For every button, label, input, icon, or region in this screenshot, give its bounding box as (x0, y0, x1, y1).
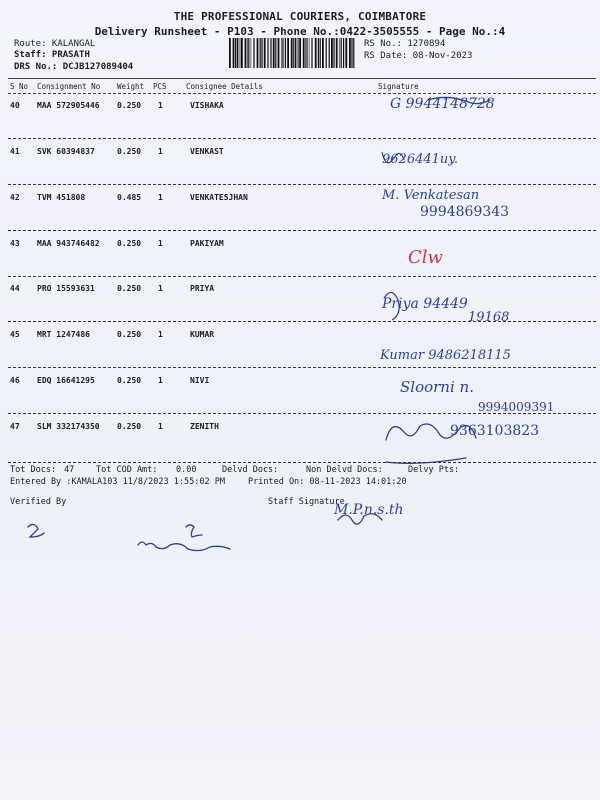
row-consignment-no: EDQ 16641295 (37, 376, 95, 385)
row-sno: 45 (10, 330, 20, 339)
row-sno: 42 (10, 193, 20, 202)
signature-row-47-phone: 9363103823 (450, 423, 540, 439)
row-consignee: PAKIYAM (190, 239, 224, 248)
row-consignee: VENKATESJHAN (190, 193, 248, 202)
route-label: Route: KALANGAL (14, 39, 96, 49)
tot-cod-label: Tot COD Amt: (96, 465, 158, 475)
col-consignee: Consignee Details (186, 82, 263, 91)
row-sno: 47 (10, 422, 20, 431)
row-weight: 0.485 (117, 193, 142, 202)
runsheet-subtitle: Delivery Runsheet - P103 - Phone No.:0422-3505555 - Page No.:4 (94, 25, 506, 38)
signature-row-41: 9626441uy. (382, 152, 459, 167)
signature-row-46-phone: 9994009391 (478, 400, 555, 414)
row-pcs: 1 (158, 330, 163, 339)
delvy-pts-label: Delvy Pts: (408, 465, 460, 475)
row-consignment-no: TVM 451808 (37, 193, 86, 202)
row-consignment-no: MRT 1247486 (37, 330, 90, 339)
entered-by: Entered By :KAMALA103 11/8/2023 1:55:02 PM (10, 477, 225, 487)
row-weight: 0.250 (117, 239, 142, 248)
signature-row-45: Kumar 9486218115 (380, 348, 511, 363)
printed-on: Printed On: 08-11-2023 14:01:20 (248, 477, 407, 487)
row-pcs: 1 (158, 422, 163, 431)
row-pcs: 1 (158, 239, 163, 248)
company-title: THE PROFESSIONAL COURIERS, COIMBATORE (173, 10, 427, 23)
row-sno: 46 (10, 376, 20, 385)
row-consignee: ZENITH (190, 422, 219, 431)
row-sno: 40 (10, 101, 20, 110)
col-consignment: Consignment No (37, 82, 101, 91)
col-signature: Signature (378, 82, 419, 91)
row-pcs: 1 (158, 147, 163, 156)
row-weight: 0.250 (117, 101, 142, 110)
tot-docs-label: Tot Docs: (10, 465, 57, 475)
row-pcs: 1 (158, 376, 163, 385)
row-consignment-no: PRO 15593631 (37, 284, 95, 293)
row-sno: 43 (10, 239, 20, 248)
row-consignee: KUMAR (190, 330, 215, 339)
row-pcs: 1 (158, 284, 163, 293)
staff-signature-label: Staff Signature (268, 497, 345, 507)
row-pcs: 1 (158, 101, 163, 110)
signature-row-46-name: Sloorni n. (400, 378, 474, 396)
row-consignee: PRIYA (190, 284, 215, 293)
rs-number: RS No.: 1270894 (364, 39, 446, 49)
tot-docs-value: 47 (64, 465, 75, 475)
totals-divider (8, 462, 596, 463)
row-consignment-no: MAA 572905446 (37, 101, 100, 110)
row-consignment-no: SVK 60394837 (37, 147, 95, 156)
non-delvd-docs-label: Non Delvd Docs: (306, 465, 383, 475)
row-weight: 0.250 (117, 147, 142, 156)
signature-row-43: Clw (408, 247, 443, 268)
row-consignment-no: MAA 943746482 (37, 239, 100, 248)
row-weight: 0.250 (117, 284, 142, 293)
drs-number: DRS No.: DCJB127089404 (14, 62, 134, 72)
rs-date: RS Date: 08-Nov-2023 (364, 51, 473, 61)
delvd-docs-label: Delvd Docs: (222, 465, 279, 475)
col-weight: Weight (117, 82, 145, 91)
signature-row-40: G 9944148728 (390, 96, 495, 112)
col-sno: S No (10, 82, 29, 91)
signature-row-42-name: M. Venkatesan (382, 188, 480, 203)
signature-row-44-b: 19168 (468, 310, 510, 325)
row-weight: 0.250 (117, 376, 142, 385)
signature-row-44-a: Priya 94449 (382, 296, 468, 312)
row-consignment-no: SLM 332174350 (37, 422, 100, 431)
row-weight: 0.250 (117, 330, 142, 339)
row-consignee: VENKAST (190, 147, 224, 156)
signature-row-42-phone: 9994869343 (420, 204, 510, 220)
staff-signature-handwriting: M.P.n.s.th (334, 502, 404, 518)
row-weight: 0.250 (117, 422, 142, 431)
verified-by-label: Verified By (10, 497, 67, 507)
row-sno: 44 (10, 284, 20, 293)
row-consignee: VISHAKA (190, 101, 224, 110)
tot-cod-value: 0.00 (176, 465, 197, 475)
row-sno: 41 (10, 147, 20, 156)
staff-label: Staff: PRASATH (14, 50, 90, 60)
col-pcs: PCS (153, 82, 167, 91)
row-consignee: NIVI (190, 376, 210, 385)
row-pcs: 1 (158, 193, 163, 202)
